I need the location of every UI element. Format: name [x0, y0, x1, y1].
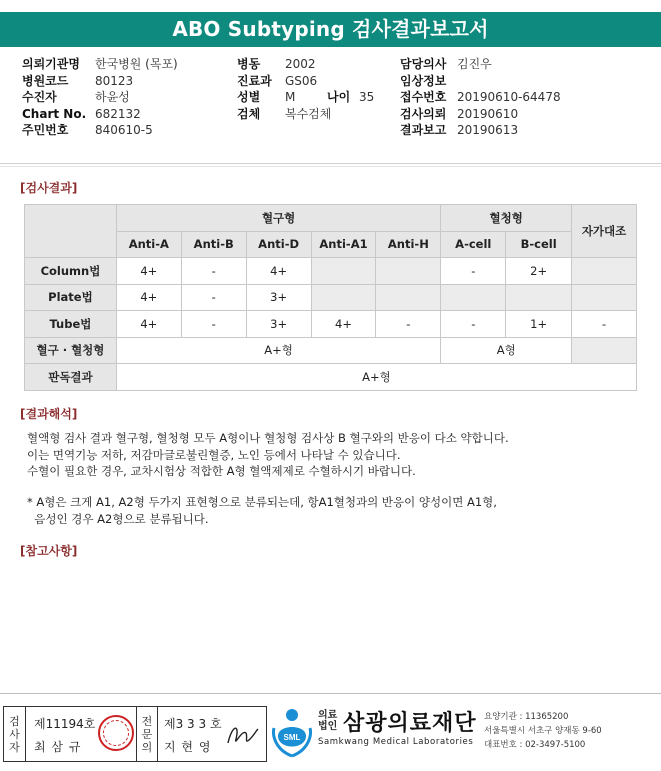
signature-icon: [224, 719, 262, 751]
specialist-label-char: 의: [141, 740, 153, 754]
hospital-code-value: 80123: [95, 73, 134, 88]
table-cell: -: [441, 311, 506, 338]
logo-text: SML: [283, 733, 301, 742]
note-line: 음성인 경우 A2형으로 분류됩니다.: [27, 511, 209, 526]
table-cell: -: [181, 311, 246, 338]
table-cell: [376, 284, 441, 311]
specialist-vertical-label: [136, 707, 158, 761]
patient-info-col2: [237, 56, 374, 122]
receipt-no-value: 20190610-64478: [457, 90, 561, 105]
hospital-value: 한국병원 (목포): [95, 57, 178, 71]
hospital-label: 의뢰기관명: [22, 57, 80, 71]
contact-line: 서울특별시 서초구 양재동 9-60: [484, 726, 602, 736]
info-divider: [0, 163, 661, 164]
specialist-name: 지 현 영: [164, 740, 212, 754]
table-row: [25, 258, 637, 285]
hospital-code-label: 병원코드: [22, 73, 69, 88]
reference-section-title: [참고사항]: [20, 544, 78, 558]
sml-logo-icon: [272, 706, 312, 758]
sex-value: M: [285, 90, 296, 105]
department-label: 진료과: [237, 73, 272, 88]
specimen-label: 검체: [237, 106, 261, 121]
type-row-label: 혈구 · 혈청형: [25, 337, 117, 364]
report-date-label: 결과보고: [400, 123, 447, 138]
b-cell-header: B-cell: [506, 231, 572, 258]
corner-cell: [25, 205, 117, 258]
ward-value: 2002: [285, 57, 316, 71]
inspector-license-no: 제11194호: [34, 717, 96, 731]
patient-info-col1: [22, 56, 178, 139]
table-cell: [506, 284, 572, 311]
contact-line: 요양기관 : 11365200: [484, 712, 569, 722]
resident-no-label: 주민번호: [22, 123, 69, 138]
table-cell: 4+: [116, 284, 181, 311]
doctor-value: 김진우: [457, 57, 492, 71]
anti-h-header: Anti-H: [376, 231, 441, 258]
doctor-label: 담당의사: [400, 57, 447, 71]
contact-info: [484, 710, 602, 752]
table-cell: [572, 258, 637, 285]
table-cell: 4+: [246, 258, 311, 285]
verdict-result: A+형: [116, 364, 636, 391]
serum-type-group-header: 혈청형: [441, 205, 572, 232]
table-cell: [572, 337, 637, 364]
table-header-row-2: [25, 231, 637, 258]
table-cell: -: [572, 311, 637, 338]
corp-type-label: [318, 710, 337, 732]
seal-stamp-icon: [98, 715, 134, 751]
specialist-label-char: 전: [141, 714, 153, 728]
report-date-value: 20190613: [457, 123, 519, 138]
table-cell: [311, 284, 376, 311]
specialist-label-char: 문: [141, 727, 153, 741]
table-cell: -: [441, 258, 506, 285]
table-cell: [572, 284, 637, 311]
report-title: ABO Subtyping 검사결과보고서: [0, 12, 661, 47]
anti-d-header: Anti-D: [246, 231, 311, 258]
inspector-label-char: 검: [9, 714, 20, 728]
table-header-row-1: [25, 205, 637, 232]
inspector-label-char: 자: [9, 740, 20, 754]
table-row-types: [25, 337, 637, 364]
table-cell: 4+: [116, 258, 181, 285]
inspector-label-char: 사: [9, 727, 20, 741]
footer-divider: [0, 693, 661, 694]
corp-line: 법인: [318, 721, 338, 732]
anti-a-header: Anti-A: [116, 231, 181, 258]
specimen-value: 복수검체: [285, 106, 332, 121]
cell-type-group-header: 혈구형: [116, 205, 440, 232]
table-row-verdict: [25, 364, 637, 391]
result-table: [24, 204, 637, 391]
inspector-vertical-label: [4, 707, 26, 761]
signature-box: [3, 706, 267, 762]
request-date-label: 검사의뢰: [400, 106, 447, 121]
table-cell: 4+: [116, 311, 181, 338]
serum-type-result: A형: [441, 337, 572, 364]
table-cell: 3+: [246, 311, 311, 338]
table-cell: [441, 284, 506, 311]
table-cell: -: [181, 284, 246, 311]
table-cell: [311, 258, 376, 285]
table-cell: -: [376, 311, 441, 338]
resident-no-value: 840610-5: [95, 123, 153, 138]
subtype-note: [27, 494, 497, 527]
info-divider-shadow: [0, 166, 661, 167]
sex-label: 성별: [237, 90, 261, 105]
age-value: 35: [359, 90, 375, 105]
interpretation-line: 혈액형 검사 결과 혈구형, 혈청형 모두 A형이나 혈청형 검사상 B 혈구와의 반응이 다소 약합니다.: [27, 431, 509, 445]
interpretation-text: [27, 430, 509, 480]
table-cell: 4+: [311, 311, 376, 338]
clinical-info-label: 임상정보: [400, 73, 447, 88]
anti-b-header: Anti-B: [181, 231, 246, 258]
contact-line: 대표번호 : 02-3497-5100: [484, 740, 586, 750]
interpretation-line: 수혈이 필요한 경우, 교차시험상 적합한 A형 혈액제제로 수혈하시기 바랍니다.: [27, 464, 416, 478]
auto-control-header: 자가대조: [572, 205, 637, 258]
chart-no-value: 682132: [95, 106, 141, 121]
interpretation-line: 이는 면역기능 저하, 저감마글로불린혈증, 노인 등에서 나타날 수 있습니다.: [27, 447, 401, 462]
corp-line: 의료: [318, 710, 338, 721]
table-cell: 3+: [246, 284, 311, 311]
age-label: 나이: [327, 90, 351, 105]
table-row: [25, 284, 637, 311]
organization-name-en: Samkwang Medical Laboratories: [318, 737, 474, 747]
table-cell: 1+: [506, 311, 572, 338]
row-label-column: Column법: [25, 258, 117, 285]
note-line: * A형은 크게 A1, A2형 두가지 표현형으로 분류되는데, 항A1혈청과의 반응이 양성이면 A1형,: [27, 495, 497, 509]
department-value: GS06: [285, 73, 318, 88]
table-cell: 2+: [506, 258, 572, 285]
table-cell: -: [181, 258, 246, 285]
patient-value: 하윤성: [95, 90, 130, 105]
patient-label: 수진자: [22, 90, 57, 105]
receipt-no-label: 접수번호: [400, 90, 447, 105]
request-date-value: 20190610: [457, 106, 519, 121]
verdict-label: 판독결과: [25, 364, 117, 391]
a-cell-header: A-cell: [441, 231, 506, 258]
organization-name: 삼광의료재단: [343, 711, 477, 736]
chart-no-label: Chart No.: [22, 106, 87, 121]
table-row: [25, 311, 637, 338]
interpretation-section-title: [결과해석]: [20, 407, 78, 421]
result-section-title: [검사결과]: [20, 181, 78, 195]
row-label-tube: Tube법: [25, 311, 117, 338]
ward-label: 병동: [237, 57, 261, 71]
table-cell: [376, 258, 441, 285]
anti-a1-header: Anti-A1: [311, 231, 376, 258]
patient-info-col3: [400, 56, 561, 139]
row-label-plate: Plate법: [25, 284, 117, 311]
inspector-name: 최 삼 규: [34, 740, 82, 754]
specialist-license-no: 제3 3 3 호: [164, 717, 222, 731]
cell-type-result: A+형: [116, 337, 440, 364]
